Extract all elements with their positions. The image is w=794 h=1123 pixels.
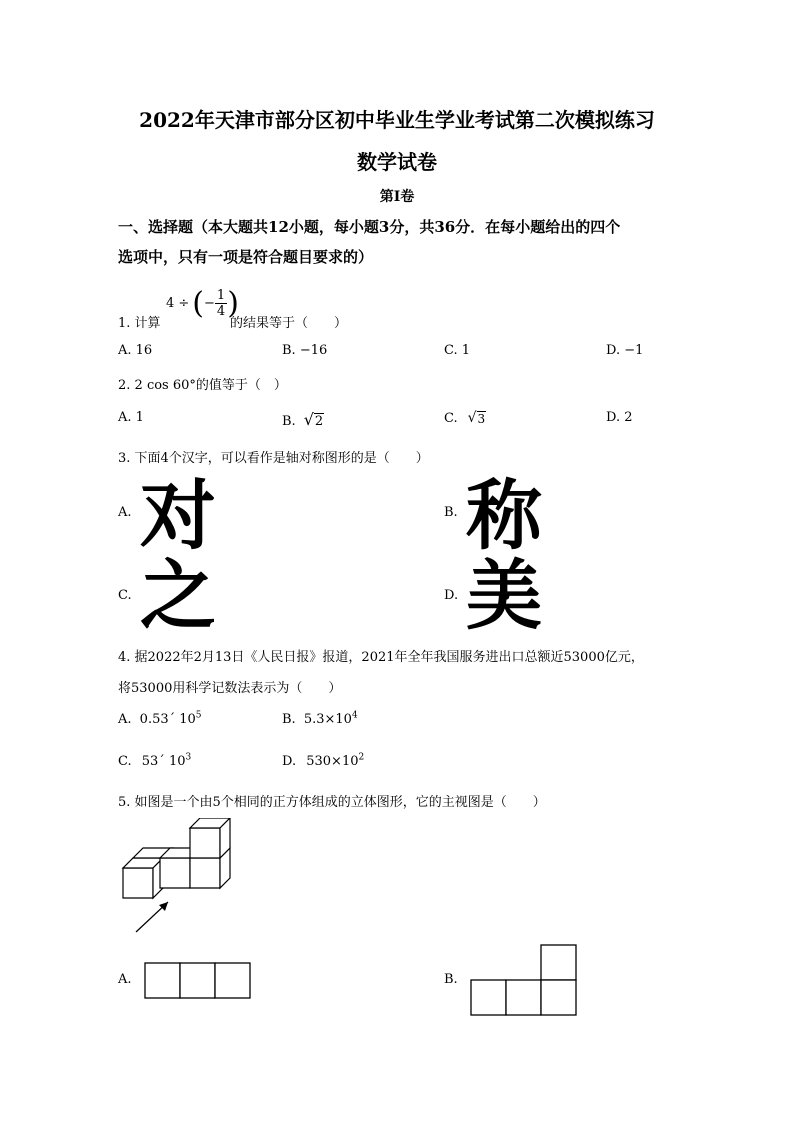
q5-text: 5. 如图是一个由5个相同的正方体组成的立体图形，它的主视图是（ ） bbox=[118, 795, 546, 810]
q4-option-d-base: 530×10 bbox=[306, 754, 359, 769]
q2-option-c bbox=[444, 410, 486, 426]
q4-option-c bbox=[118, 754, 191, 769]
q3-option-c-label: C. bbox=[118, 588, 132, 603]
q4-option-b-label: B. bbox=[282, 712, 296, 727]
q3-option-a-label: A. bbox=[118, 505, 132, 520]
q3-text: 3. 下面4个汉字，可以看作是轴对称图形的是（ ） bbox=[118, 451, 429, 466]
q1-option-a: A. 16 bbox=[118, 343, 153, 358]
q1-left-paren: ( bbox=[192, 285, 205, 321]
q2-expression: 2 cos 60° bbox=[134, 378, 196, 393]
q1-prefix: 1. 计算 bbox=[118, 316, 161, 331]
q1-expr-left: 4 ÷ bbox=[166, 295, 190, 311]
volume-label: 第Ⅰ卷 bbox=[379, 189, 415, 205]
q5-option-b-label: B. bbox=[444, 972, 458, 987]
q4-option-a bbox=[118, 712, 202, 727]
q2-option-d: D. 2 bbox=[606, 410, 633, 425]
q2-prefix: 2. bbox=[118, 378, 131, 393]
q3-option-a-char: 对 bbox=[140, 471, 216, 560]
q1-minus: − bbox=[204, 295, 215, 311]
q1-expression bbox=[166, 283, 239, 323]
q3-option-c-char: 之 bbox=[140, 551, 216, 640]
q1-frac-den: 4 bbox=[216, 303, 226, 319]
q4-option-b bbox=[282, 712, 358, 727]
q2-option-b bbox=[282, 410, 324, 429]
q3-option-b-label: B. bbox=[444, 505, 458, 520]
q3-option-d-label: D. bbox=[444, 588, 459, 603]
q4-option-a-label: A. bbox=[118, 712, 132, 727]
q3-option-b-char: 称 bbox=[466, 471, 542, 560]
q4-option-c-label: C. bbox=[118, 754, 132, 769]
sqrt-icon: √ bbox=[303, 410, 314, 429]
q1-option-d: D. −1 bbox=[606, 343, 644, 358]
q2-option-c-label: C. bbox=[444, 411, 458, 426]
q5-option-a-label: A. bbox=[118, 972, 132, 987]
q1-option-b: B. −16 bbox=[282, 343, 328, 358]
q3-option-d-char: 美 bbox=[466, 551, 542, 640]
q2-option-b-label: B. bbox=[282, 414, 296, 429]
q4-option-c-base: 53´ 10 bbox=[141, 754, 186, 769]
q1-suffix: 的结果等于（ ） bbox=[230, 316, 348, 331]
q4-line2: 将53000用科学记数法表示为（ ） bbox=[118, 681, 342, 696]
q2-option-a: A. 1 bbox=[118, 410, 144, 425]
q1-right-paren: ) bbox=[227, 285, 239, 321]
q4-option-d-label: D. bbox=[282, 754, 297, 769]
q4-option-b-exp: 4 bbox=[351, 710, 358, 721]
section-heading-line1: 一、选择题（本大题共12小题，每小题3分，共36分．在每小题给出的四个 bbox=[118, 218, 621, 236]
exam-title: 2022年天津市部分区初中毕业生学业考试第二次模拟练习 bbox=[139, 108, 655, 132]
q4-line1: 4. 据2022年2月13日《人民日报》报道，2021年全年我国服务进出口总额近53000亿元， bbox=[118, 650, 644, 665]
q4-option-b-base: 5.3×10 bbox=[303, 712, 352, 727]
q5-option-a-figure bbox=[144, 961, 254, 1001]
q5-cube-figure bbox=[118, 818, 248, 938]
q4-option-c-exp: 3 bbox=[185, 752, 192, 763]
q1-fraction bbox=[215, 288, 227, 319]
q2-option-c-radicand: 3 bbox=[477, 412, 486, 426]
q4-option-d-exp: 2 bbox=[358, 752, 365, 763]
q2-line bbox=[118, 374, 287, 393]
q2-suffix: 的值等于（ ） bbox=[195, 378, 287, 393]
exam-subtitle: 数学试卷 bbox=[357, 150, 437, 174]
q4-option-a-base: 0.53´ 10 bbox=[139, 712, 196, 727]
q2-option-b-radicand: 2 bbox=[314, 414, 324, 429]
sqrt-icon: √ bbox=[467, 410, 477, 426]
q5-option-b-figure bbox=[470, 943, 580, 1017]
q4-option-a-exp: 5 bbox=[195, 710, 202, 721]
q1-frac-num: 1 bbox=[216, 287, 226, 303]
q4-option-d bbox=[282, 754, 364, 769]
section-heading-line2: 选项中，只有一项是符合题目要求的） bbox=[118, 248, 374, 266]
q1-option-c: C. 1 bbox=[444, 343, 471, 358]
